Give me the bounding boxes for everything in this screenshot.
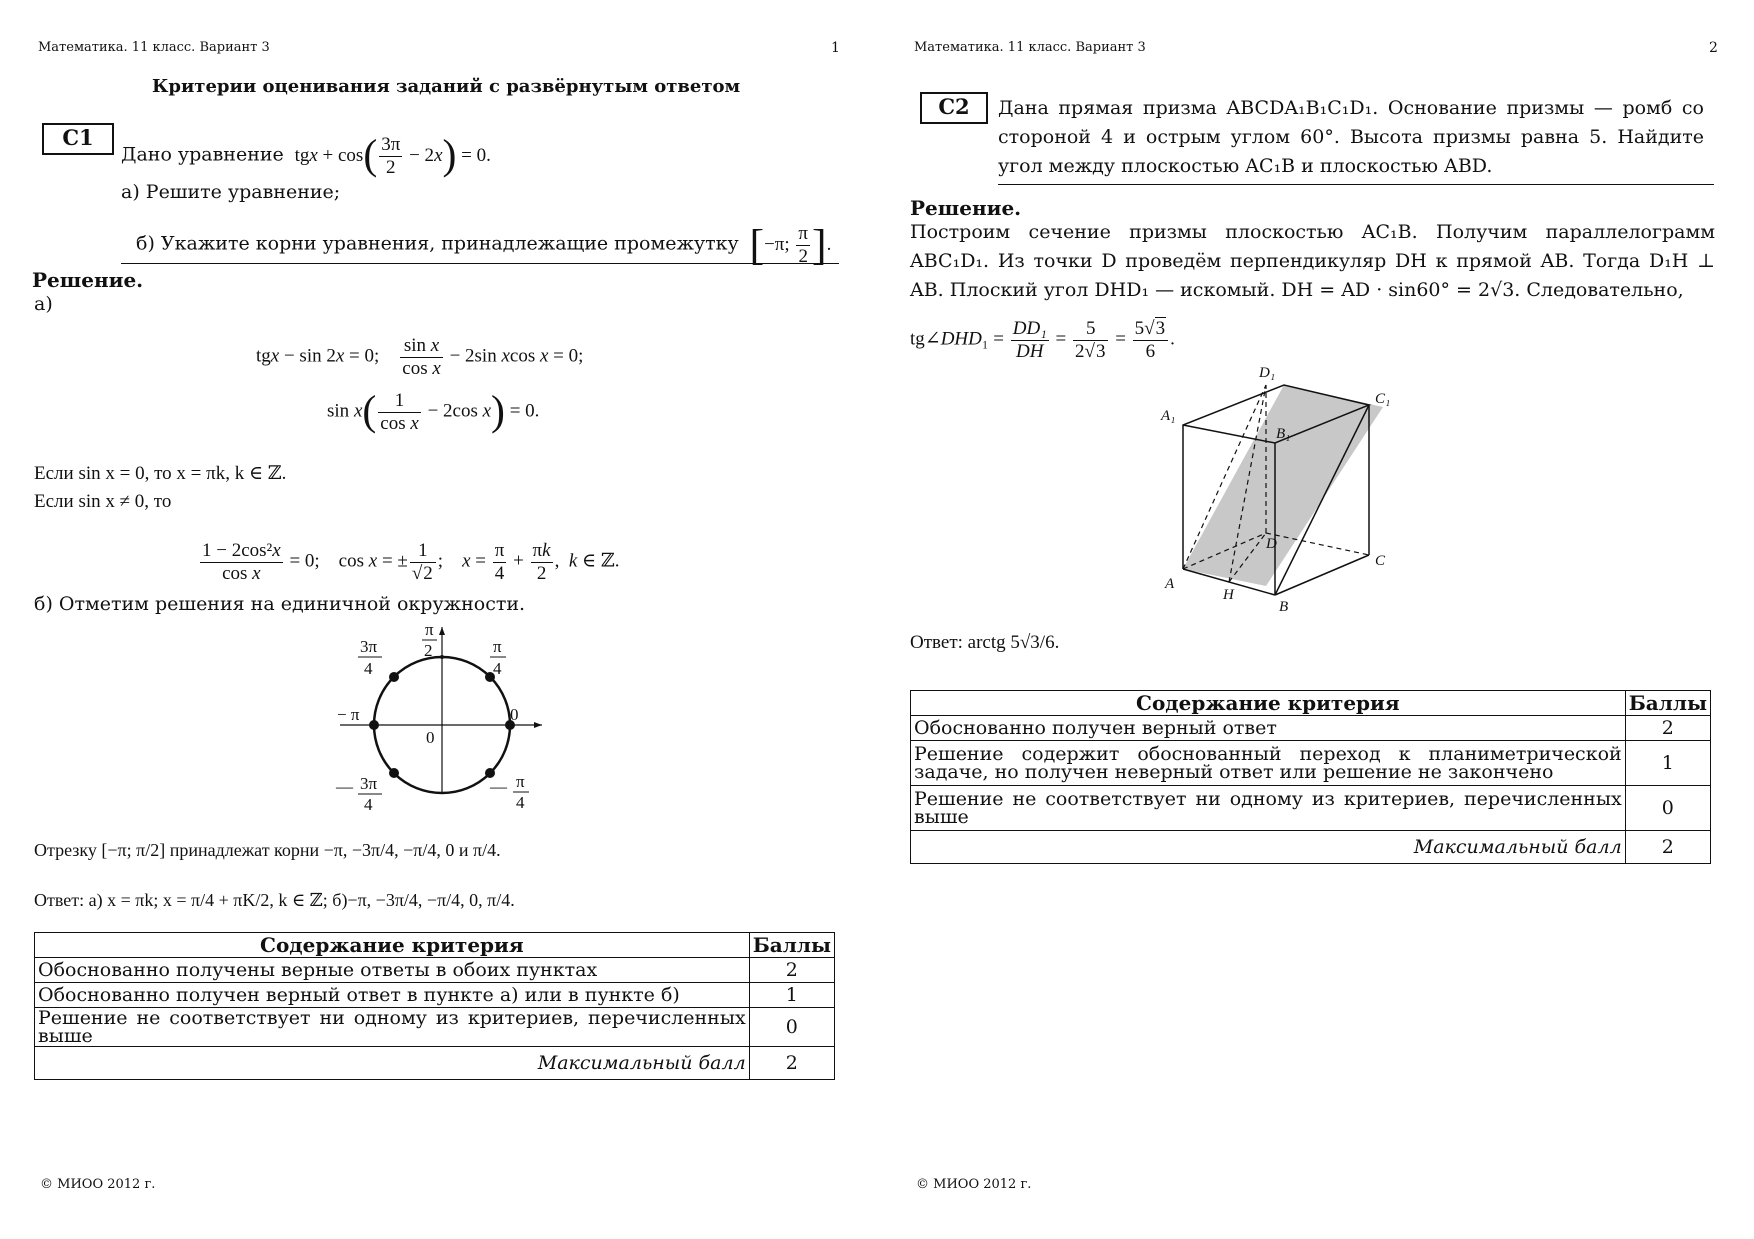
- page-number: 2: [1709, 40, 1718, 56]
- belong-line: Отрезку [−π; π/2] принадлежат корни −π, −3π/4, −π/4, 0 и π/4.: [34, 840, 501, 860]
- page-2: [877, 0, 1754, 1239]
- criterion-text: Обоснованно получены верные ответы в обоих пунктах: [35, 958, 750, 983]
- label-a: A: [1165, 576, 1175, 592]
- section-plane: [1183, 385, 1383, 586]
- label-minus-3pi4-den: 4: [364, 795, 373, 814]
- label-minus-pi4-den: 4: [516, 793, 525, 812]
- table-col-criterion: Содержание критерия: [35, 933, 750, 958]
- table-max-row: [35, 1047, 835, 1080]
- table-col-points: Баллы: [1625, 691, 1710, 716]
- label-pi4-den: 4: [493, 659, 502, 678]
- point-pi2: [440, 655, 444, 659]
- criterion-text: Обоснованно получен верный ответ: [911, 716, 1626, 741]
- criteria-table: [34, 932, 835, 1080]
- given-prefix: Дано уравнение: [121, 143, 284, 166]
- label-pi4-num: π: [493, 637, 502, 656]
- equation-line-3: $\frac{\text{1 − 2cos²x}}{\text{cos x}}$ = 0; cos x = ± $\frac{1}{√2}$ ; x = $\frac{\pi}{4}$ + $\frac{\pi k}{2}$ , k ∈ ℤ.: [202, 540, 620, 584]
- part-a: а) Решите уравнение;: [121, 181, 341, 203]
- edge-bc: [1275, 555, 1369, 595]
- criterion-points: 1: [749, 983, 834, 1008]
- label-b: B: [1279, 599, 1289, 615]
- given-line: [121, 134, 491, 179]
- label-minus-pi4-sign: —: [490, 777, 507, 796]
- criteria-title: Критерии оценивания заданий с развёрнутым ответом: [152, 76, 741, 97]
- criterion-text: Решение содержит обоснованный переход к планиметрической задаче, но получен неверный ответ или решение не закончено: [911, 741, 1626, 786]
- label-zero-center: 0: [426, 728, 435, 747]
- prism-diagram: [1161, 365, 1417, 615]
- answer-line: Ответ: а) x = πk; x = π/4 + πK/2, k ∈ ℤ; б)−π, −3π/4, −π/4, 0, π/4.: [34, 890, 515, 910]
- label-a1: A₁: [1161, 408, 1176, 424]
- b-mark-text: б) Отметим решения на единичной окружности.: [34, 593, 526, 615]
- max-score-value: 2: [1625, 831, 1710, 864]
- page-footer: © МИОО 2012 г.: [40, 1177, 156, 1192]
- solution-heading: Решение.: [32, 268, 144, 292]
- page-header: Математика. 11 класс. Вариант 3: [914, 40, 1146, 55]
- given-equation: tgx + cos( $\frac{3\pi}{2}$ − 2x) = 0.: [289, 132, 491, 179]
- criterion-text: Обоснованно получен верный ответ в пункте а) или в пункте б): [35, 983, 750, 1008]
- table-header-row: [911, 691, 1711, 716]
- label-c: C: [1375, 553, 1386, 569]
- table-row: [35, 1008, 835, 1047]
- criterion-text: Решение не соответствует ни одному из критериев, перечисленных выше: [35, 1008, 750, 1047]
- table-row: [911, 716, 1711, 741]
- label-d1: D₁: [1259, 365, 1276, 381]
- table-header-row: [35, 933, 835, 958]
- label-3pi4-den: 4: [364, 659, 373, 678]
- part-b: б) Укажите корни уравнения, принадлежащие промежутку: [136, 232, 739, 255]
- y-axis-arrow: [439, 627, 445, 635]
- table-row: [911, 786, 1711, 831]
- divider: [121, 263, 839, 264]
- page-footer: © МИОО 2012 г.: [916, 1177, 1032, 1192]
- interval: [−π; $\frac{\pi}{2}$ ].: [749, 220, 832, 269]
- label-pi2-den: 2: [424, 641, 433, 660]
- table-row: [35, 983, 835, 1008]
- label-zero-right: 0: [510, 705, 519, 724]
- max-score-label: Максимальный балл: [35, 1047, 750, 1080]
- point-minus-pi: [369, 720, 379, 730]
- x-axis-arrow: [534, 722, 542, 728]
- solution-text: Построим сечение призмы плоскостью AC₁B. Получим параллелограмм ABC₁D₁. Из точки D проведём перпендикуляр DH к прямой AB. Тогда D₁H ⊥ AB. Плоский угол DHD₁ — искомый. DH = AD · sin60° = 2√3. Следовательно,: [910, 221, 1715, 301]
- max-score-value: 2: [749, 1047, 834, 1080]
- equation-line-2: sin x( $\frac{1}{\text{cos x}}$ − 2cos x) = 0.: [327, 388, 540, 435]
- label-b1: B₁: [1276, 426, 1291, 442]
- tg-formula: tg∠DHD₁ = $\frac{\text{DD₁}}{DH}$ = $\frac{5}{2√3}$ = $\frac{5√3}{6}$ .: [910, 318, 1175, 362]
- criterion-points: 2: [1625, 716, 1710, 741]
- table-row: [35, 958, 835, 983]
- point-3pi4: [389, 672, 399, 682]
- label-pi2-num: π: [425, 620, 434, 639]
- label-minus-3pi4-sign: —: [336, 777, 353, 796]
- label-h: H: [1223, 587, 1234, 603]
- task-label: С1: [42, 123, 114, 155]
- divider: [998, 184, 1714, 185]
- answer-line: Ответ: arctg 5√3/6.: [910, 632, 1060, 653]
- max-score-label: Максимальный балл: [911, 831, 1626, 864]
- criterion-points: 0: [749, 1008, 834, 1047]
- criterion-points: 0: [1625, 786, 1710, 831]
- task-label: С2: [920, 92, 988, 124]
- point-minus-3pi4: [389, 768, 399, 778]
- criterion-points: 1: [1625, 741, 1710, 786]
- label-minus-pi4-num: π: [516, 772, 525, 791]
- label-minus-pi: − π: [337, 705, 360, 724]
- case-sin-nonzero: Если sin x ≠ 0, то: [34, 491, 172, 512]
- label-3pi4-num: 3π: [360, 637, 378, 656]
- case-sin-zero: Если sin x = 0, то x = πk, k ∈ ℤ.: [34, 463, 287, 484]
- page-header: Математика. 11 класс. Вариант 3: [38, 40, 270, 55]
- label-minus-3pi4-num: 3π: [360, 774, 378, 793]
- label-d: D: [1266, 536, 1277, 552]
- table-row: [911, 741, 1711, 786]
- solution-heading: Решение.: [910, 196, 1022, 220]
- table-col-criterion: Содержание критерия: [911, 691, 1626, 716]
- table-max-row: [911, 831, 1711, 864]
- criterion-text: Решение не соответствует ни одному из критериев, перечисленных выше: [911, 786, 1626, 831]
- equation-line-1: tgx − sin 2x = 0; $\frac{\text{sin x}}{\text{cos x}}$ − 2sin xcos x = 0;: [256, 335, 584, 379]
- criteria-table: [910, 690, 1711, 864]
- part-a-label: а): [34, 293, 53, 315]
- page-number: 1: [831, 40, 840, 56]
- problem-text: Дана прямая призма ABCDA₁B₁C₁D₁. Основание призмы — ромб со стороной 4 и острым углом 60°. Высота призмы равна 5. Найдите угол между плоскостью AC₁B и плоскостью ABD.: [998, 97, 1704, 177]
- table-col-points: Баллы: [749, 933, 834, 958]
- criterion-points: 2: [749, 958, 834, 983]
- label-c1: C₁: [1375, 391, 1391, 407]
- part-b-line: [136, 220, 832, 269]
- unit-circle-diagram: [330, 620, 550, 814]
